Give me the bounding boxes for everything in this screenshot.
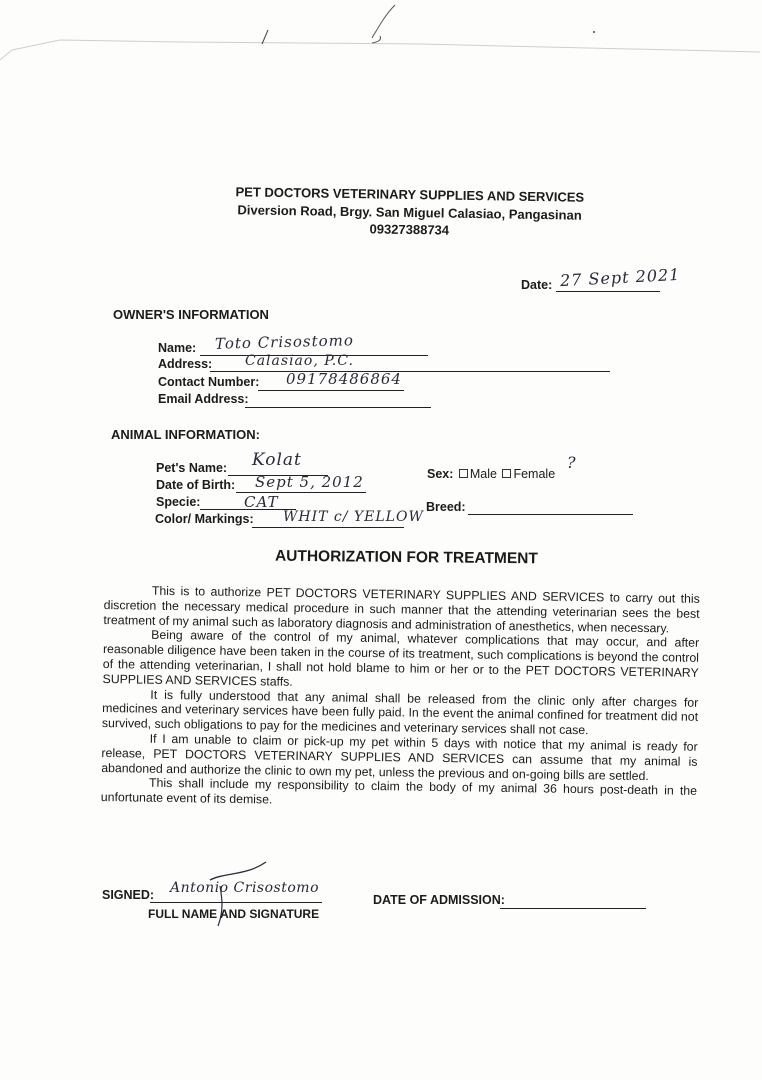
signature-caption: FULL NAME AND SIGNATURE [148, 907, 320, 921]
clinic-name: PET DOCTORS VETERINARY SUPPLIES AND SERVICES [235, 184, 585, 205]
authorization-paragraph: This shall include my responsibility to claim the body of my animal 36 hours post-death in the unfortunate event of its demise. [100, 776, 698, 807]
breed-label: Breed: [426, 500, 466, 514]
admission-date-label: DATE OF ADMISSION: [373, 893, 505, 907]
color-label: Color/ Markings: [155, 512, 254, 526]
owner-name-value: Toto Crisostomo [214, 331, 355, 353]
owner-contact-label: Contact Number: [158, 375, 260, 389]
color-line [252, 527, 404, 528]
clinic-address: Diversion Road, Brgy. San Miguel Calasiao, Pangasinan [237, 201, 582, 223]
sex-handwritten-mark: ? [567, 453, 577, 472]
pet-name-label: Pet's Name: [156, 461, 228, 475]
authorization-paragraph: It is fully understood that any animal shall be released from the clinic only after charges for medicines and veterinary services have been fully paid. In the event the animal confined for treatment did not survived, such obligations to pay for the medicines and veterinary services shall not case. [101, 687, 699, 738]
owner-contact-line [258, 390, 404, 391]
authorization-paragraph: If I am unable to claim or pick-up my pet within 5 days with notice that my animal is ready for release, PET DOCTORS VETERINARY SUPPLIES AND SERVICES can assume that my animal is abandoned and authorize the clinic to own my pet, unless the previous and on-going bills are settled. [101, 731, 698, 783]
scan-fold-marks [0, 0, 762, 80]
owner-email-line [245, 407, 431, 408]
signed-label: SIGNED: [102, 888, 155, 902]
owner-email-label: Email Address: [158, 392, 249, 406]
sex-male-checkbox[interactable] [459, 469, 468, 478]
sex-female-label: Female [513, 467, 556, 481]
specie-label: Specie: [156, 495, 201, 509]
dob-value: Sept 5, 2012 [255, 473, 364, 491]
authorization-paragraph: This is to authorize PET DOCTORS VETERINARY SUPPLIES AND SERVICES to carry out this discretion the necessary medical procedure in such manner that the attending veterinarian sees the best treatment of my animal such as laboratory diagnosis and administration of anesthetics, when necessary. [103, 583, 700, 635]
clinic-phone: 09327388734 [369, 221, 450, 238]
owner-address-label: Address: [158, 357, 213, 371]
pet-name-value: Kolat [252, 450, 302, 470]
date-line [556, 291, 660, 292]
owner-name-label: Name: [158, 341, 197, 355]
animal-section-title: ANIMAL INFORMATION: [111, 427, 260, 442]
sex-field [427, 467, 555, 481]
signature-value: Antonio Crisostomo [170, 880, 319, 896]
dob-label: Date of Birth: [156, 478, 236, 492]
owner-address-line [210, 371, 610, 372]
date-label: Date: [521, 278, 553, 292]
date-value: 27 Sept 2021 [559, 264, 681, 291]
authorization-title: AUTHORIZATION FOR TREATMENT [274, 547, 538, 568]
owner-address-value: Calasiao, P.C. [245, 353, 354, 369]
authorization-paragraph: Being aware of the control of my animal, whatever complications that may occur, and after reasonable diligence have been taken in the course of its treatment, such complications is beyond the control of the attending veterinarian, I shall not hold blame to him or her or to the PET DOCTORS VETERINARY SUPPLIES AND SERVICES staffs. [102, 628, 700, 689]
sex-female-checkbox[interactable] [502, 469, 511, 478]
owner-section-title: OWNER'S INFORMATION [113, 307, 269, 322]
owner-contact-value: 09178486864 [286, 370, 402, 388]
specie-value: CAT [244, 493, 279, 511]
sex-label: Sex: [427, 467, 454, 481]
color-value: WHIT c/ YELLOW [283, 509, 424, 525]
authorization-body [101, 583, 700, 814]
breed-line [468, 514, 633, 515]
admission-date-line [500, 908, 646, 909]
sex-male-label: Male [469, 467, 497, 481]
clinic-header [0, 180, 762, 245]
